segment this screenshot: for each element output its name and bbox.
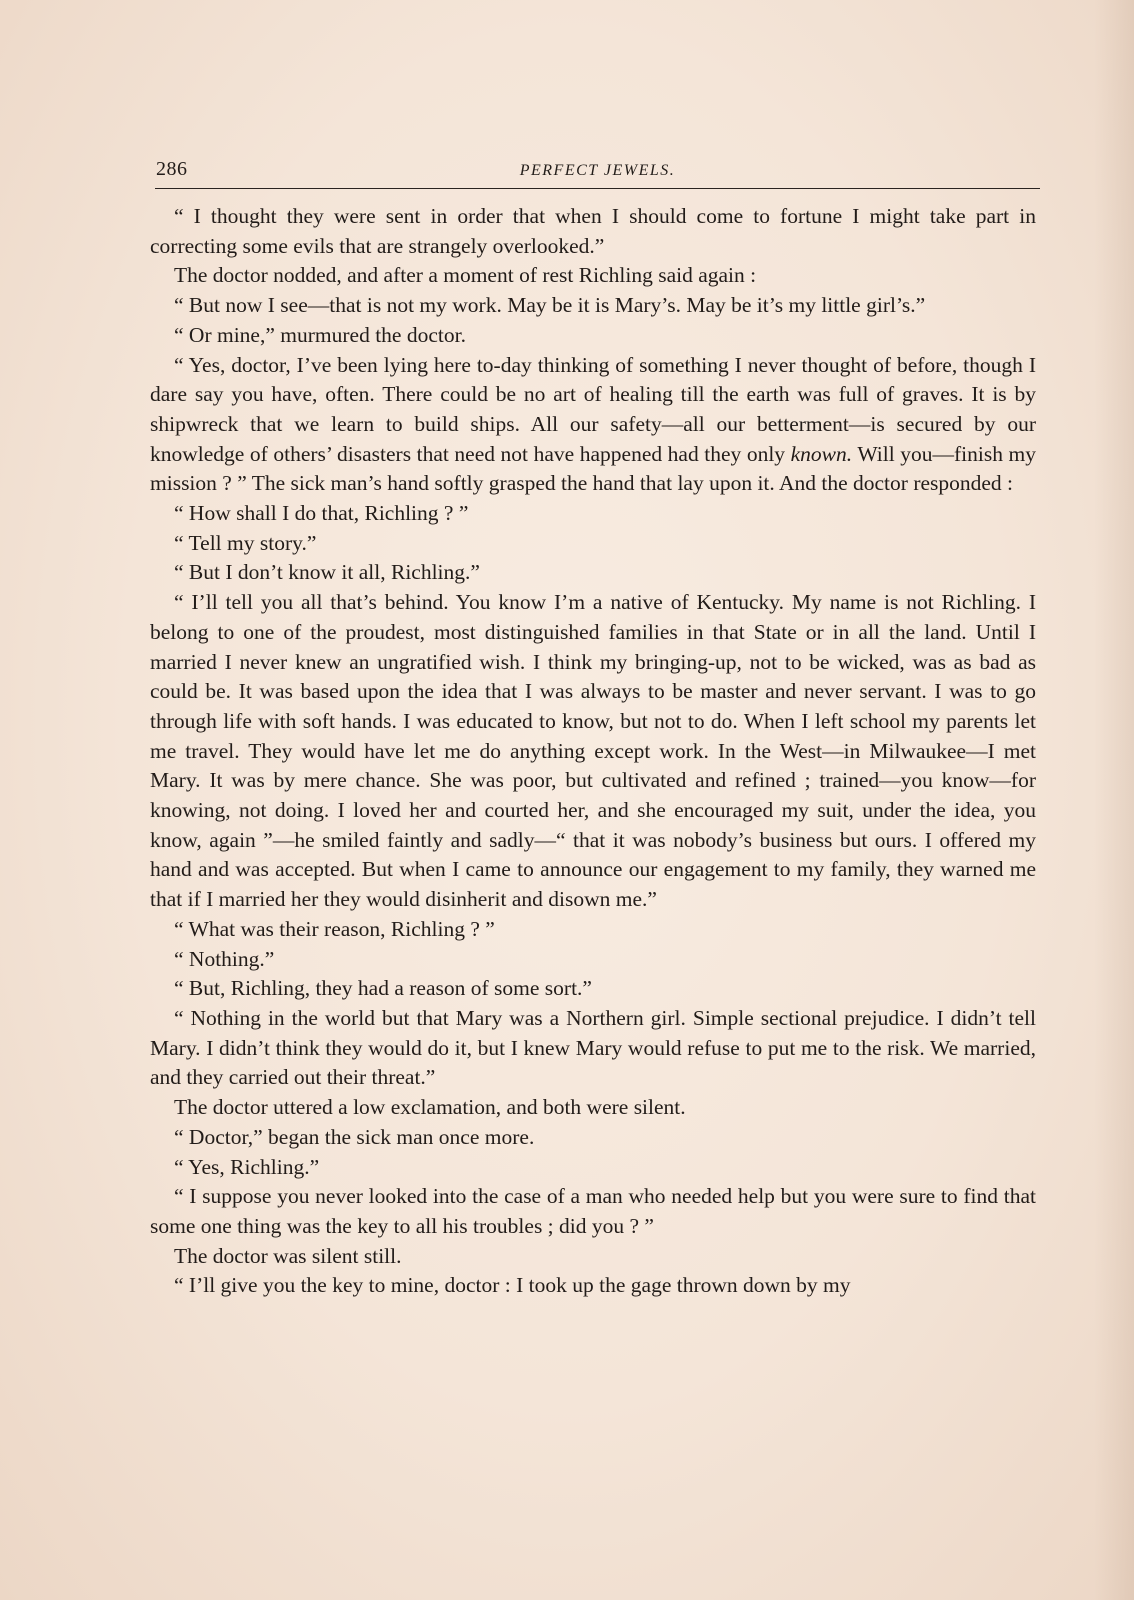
- running-title: PERFECT JEWELS.: [519, 162, 676, 179]
- paragraph: “ But now I see—that is not my work. May be it is Mary’s. May be it’s my little girl’s.”: [174, 293, 926, 318]
- paragraph: “ How shall I do that, Richling ? ”: [174, 501, 469, 526]
- paragraph: “ Yes, Richling.”: [174, 1154, 320, 1179]
- paragraph: [150, 351, 1036, 500]
- page-header: [155, 158, 1040, 189]
- italic-word: known.: [790, 441, 853, 466]
- paragraph: The doctor uttered a low exclamation, and both were silent.: [174, 1095, 686, 1120]
- paragraph: The doctor was silent still.: [174, 1243, 402, 1268]
- page-number: 286: [156, 158, 188, 180]
- paragraph: “ I’ll give you the key to mine, doctor : I took up the gage thrown down by my: [174, 1273, 851, 1298]
- paragraph: “ Or mine,” murmured the doctor.: [174, 322, 466, 347]
- page-edge-shadow: [1094, 0, 1134, 1600]
- paragraph: “ Nothing.”: [174, 946, 275, 971]
- paragraph: “ What was their reason, Richling ? ”: [174, 916, 495, 941]
- paragraph-text: “ Yes, doctor, I’ve been lying here to-day thinking of something I never thought of before, though I dare say you have, often. There could be no art of healing till the earth was full of graves. It is by shipwreck that we learn to build ships. All our safety—all our betterment—is secured by our knowledge of others’ disasters that need not have happened had they only: [150, 352, 1036, 466]
- paragraph: “ But I don’t know it all, Richling.”: [174, 560, 480, 585]
- paragraph: “ Nothing in the world but that Mary was a Northern girl. Simple sectional prejudice. I didn’t tell Mary. I didn’t think they would do it, but I knew Mary would refuse to put me to the risk. We married, and they carried out their threat.”: [150, 1005, 1036, 1090]
- paragraph: “ Tell my story.”: [174, 530, 317, 555]
- body-text: [150, 202, 1036, 1301]
- paragraph-text: Will you—finish my mission ? ” The sick man’s hand softly grasped the hand that lay upon it. And the doctor responded :: [150, 441, 1036, 496]
- paragraph: The doctor nodded, and after a moment of rest Richling said again :: [174, 263, 757, 288]
- paragraph: “ I thought they were sent in order that when I should come to fortune I might take part in correcting some evils that are strangely overlooked.”: [150, 204, 1036, 258]
- paragraph: “ But, Richling, they had a reason of some sort.”: [174, 976, 592, 1001]
- paragraph: “ Doctor,” began the sick man once more.: [174, 1124, 535, 1149]
- paragraph: “ I suppose you never looked into the case of a man who needed help but you were sure to find that some one thing was the key to all his troubles ; did you ? ”: [150, 1184, 1036, 1238]
- paragraph: “ I’ll tell you all that’s behind. You know I’m a native of Kentucky. My name is not Richling. I belong to one of the proudest, most distinguished families in that State or in all the land. Until I married I never knew an ungratified wish. I think my bringing-up, not to be wicked, was as bad as could be. It was based upon the idea that I was always to be master and never servant. I was to go through life with soft hands. I was educated to know, but not to do. When I left school my parents let me travel. They would have let me do anything except work. In the West—in Milwaukee—I met Mary. It was by mere chance. She was poor, but cultivated and refined ; trained—you know—for knowing, not doing. I loved her and courted her, and she encouraged my suit, under the idea, you know, again ”—he smiled faintly and sadly—“ that it was nobody’s business but ours. I offered my hand and was accepted. But when I came to announce our engagement to my family, they warned me that if I married her they would disinherit and disown me.”: [150, 590, 1036, 912]
